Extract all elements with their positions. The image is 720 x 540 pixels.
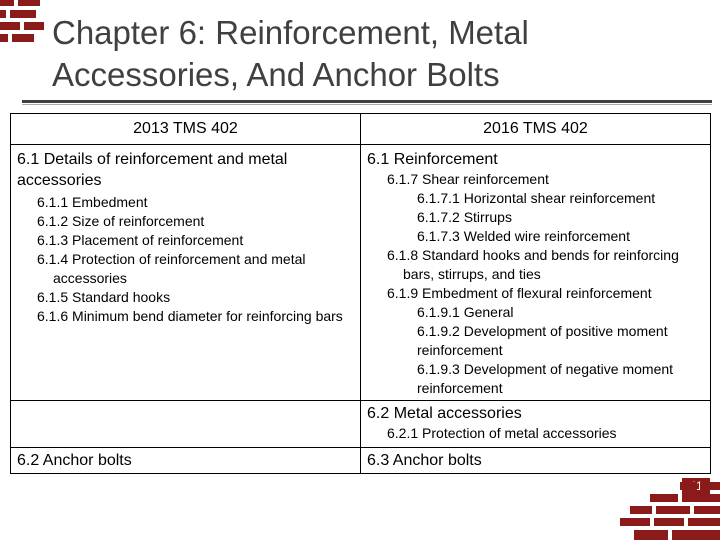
- list-item: 6.1.8 Standard hooks and bends for reinforcing bars, stirrups, and ties: [387, 247, 679, 282]
- section-heading: 6.2 Metal accessories: [367, 405, 522, 422]
- table-row: [11, 145, 711, 401]
- title-divider: [22, 100, 712, 103]
- list-item: 6.1.4 Protection of reinforcement and metal accessories: [37, 251, 306, 286]
- table-row: [11, 401, 711, 448]
- cell-2016-metal: [361, 401, 711, 448]
- cell-2016-anchor: [361, 448, 711, 474]
- column-header-2016: 2016 TMS 402: [361, 114, 711, 145]
- section-heading: 6.2 Anchor bolts: [17, 452, 132, 469]
- cell-2013-anchor: [11, 448, 361, 474]
- list-item: 6.1.9.3 Development of negative moment reinforcement: [417, 361, 674, 396]
- list-item: 6.1.7.3 Welded wire reinforcement: [417, 228, 630, 244]
- list-item: 6.1.6 Minimum bend diameter for reinforcing bars: [37, 308, 343, 324]
- list-item: 6.1.3 Placement of reinforcement: [37, 232, 244, 248]
- cell-2013-empty: [11, 401, 361, 448]
- list-item: 6.2.1 Protection of metal accessories: [387, 425, 617, 441]
- list-item: 6.1.2 Size of reinforcement: [37, 213, 205, 229]
- list-item: 6.1.9.2 Development of positive moment reinforcement: [417, 323, 668, 358]
- list-item: 6.1.7.2 Stirrups: [417, 209, 512, 225]
- section-heading: 6.3 Anchor bolts: [367, 452, 482, 469]
- subsection-list: [367, 170, 704, 398]
- list-item: 6.1.7.1 Horizontal shear reinforcement: [417, 190, 656, 206]
- column-header-2013: 2013 TMS 402: [11, 114, 361, 145]
- cell-2013-details: [11, 145, 361, 401]
- brick-decoration-bottom: [620, 480, 720, 540]
- table-header-row: [11, 114, 711, 145]
- cell-2016-reinforcement: [361, 145, 711, 401]
- list-item: 6.1.9 Embedment of flexural reinforcement: [387, 285, 652, 301]
- table-row: [11, 448, 711, 474]
- list-item: 6.1.5 Standard hooks: [37, 289, 171, 305]
- section-heading: 6.1 Reinforcement: [367, 151, 498, 168]
- section-heading: 6.1 Details of reinforcement and metal accessories: [17, 151, 288, 189]
- comparison-table: [10, 113, 711, 474]
- subsection-list: [17, 193, 354, 326]
- brick-decoration-top: [0, 0, 44, 48]
- slide-title: Chapter 6: Reinforcement, Metal Accessories, And Anchor Bolts: [52, 14, 529, 93]
- title-divider-light: [22, 104, 712, 105]
- subsection-list: [367, 424, 704, 443]
- list-item: 6.1.7 Shear reinforcement: [387, 171, 549, 187]
- list-item: 6.1.9.1 General: [417, 304, 514, 320]
- list-item: 6.1.1 Embedment: [37, 194, 148, 210]
